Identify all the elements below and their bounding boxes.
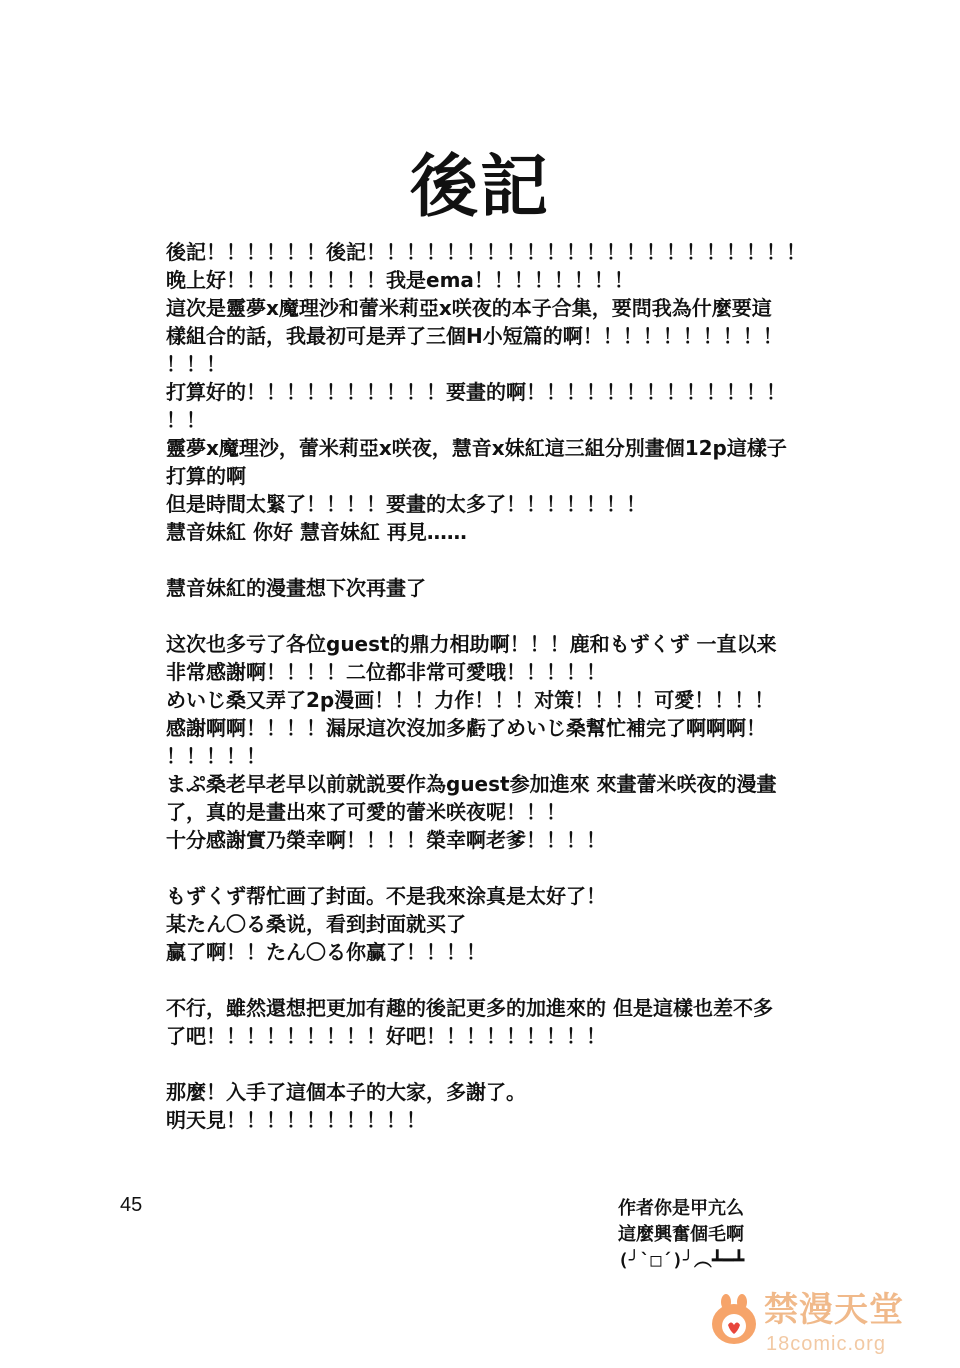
body-line: 了，真的是畫出來了可愛的蕾米咲夜呢！！！ (166, 800, 566, 824)
page-number: 45 (120, 1194, 143, 1216)
body-line: 晚上好！！！！！！！！我是ema！！！！！！！！ (166, 268, 634, 292)
watermark-name: 禁漫天堂 (764, 1290, 904, 1330)
body-line: 十分感謝實乃榮幸啊！！！！榮幸啊老爹！！！！ (166, 828, 606, 852)
afterword-body (166, 238, 846, 1134)
body-line: 後記！！！！！！後記！！！！！！！！！！！！！！！！！！！！！！ (166, 240, 806, 264)
body-line: 这次也多亏了各位guest的鼎力相助啊！！！鹿和もずくず 一直以来 (166, 632, 777, 656)
body-line: 但是時間太緊了！！！！要畫的太多了！！！！！！！ (166, 492, 646, 516)
body-line: 那麼！入手了這個本子的大家，多謝了。 (166, 1080, 526, 1104)
body-line: 打算的啊 (166, 464, 246, 488)
body-line: 感謝啊啊！！！！漏尿這次沒加多虧了めいじ桑幫忙補完了啊啊啊！ (166, 716, 766, 740)
blank-line (166, 546, 846, 574)
body-line: めいじ桑又弄了2p漫画！！！力作！！！对策！！！！可愛！！！！ (166, 688, 775, 712)
body-line: まぷ桑老早老早以前就説要作為guest参加進來 來畫蕾米咲夜的漫畫 (166, 772, 777, 796)
body-line: 了吧！！！！！！！！！好吧！！！！！！！！！ (166, 1024, 606, 1048)
footnote-line-1: 作者你是甲亢么 (618, 1198, 744, 1219)
body-line: 赢了啊！！たん〇る你赢了！！！！ (166, 940, 486, 964)
blank-line (166, 602, 846, 630)
body-line: 某たん〇る桑说，看到封面就买了 (166, 912, 466, 936)
blank-line (166, 966, 846, 994)
body-line: 非常感謝啊！！！！二位都非常可愛哦！！！！！ (166, 660, 606, 684)
body-line: ！！！！！ (166, 744, 266, 768)
body-line: ！！！ (166, 352, 226, 376)
body-line: 慧音妹紅的漫畫想下次再畫了 (166, 576, 426, 600)
footnote-line-2: 這麼興奮個毛啊 (618, 1224, 744, 1245)
body-line: 不行，雖然還想把更加有趣的後記更多的加進來的 但是這樣也差不多 (166, 996, 773, 1020)
blank-line (166, 854, 846, 882)
body-line: もずくず帮忙画了封面。不是我來涂真是太好了！ (166, 884, 606, 908)
watermark (706, 1288, 922, 1360)
footnote (618, 1196, 744, 1274)
table-flip-emoticon: (╯`□´)╯︵┻━┻ (618, 1250, 745, 1271)
body-line: 慧音妹紅 你好 慧音妹紅 再見…… (166, 520, 467, 544)
body-line: 靈夢x魔理沙，蕾米莉亞x咲夜，慧音x妹紅這三組分別畫個12p這樣子 (166, 436, 787, 460)
page-title: 後記 (409, 148, 550, 227)
body-line: 打算好的！！！！！！！！！！要畫的啊！！！！！！！！！！！！！ (166, 380, 786, 404)
blank-line (166, 1050, 846, 1078)
watermark-url: 18comic.org (766, 1333, 886, 1355)
body-line: 這次是靈夢x魔理沙和蕾米莉亞x咲夜的本子合集，要問我為什麼要這 (166, 296, 772, 320)
body-line: 明天見！！！！！！！！！！ (166, 1108, 426, 1132)
body-line: 樣組合的話，我最初可是弄了三個H小短篇的啊！！！！！！！！！！ (166, 324, 783, 348)
watermark-logo-icon (706, 1292, 762, 1348)
body-line: ！！ (166, 408, 206, 432)
